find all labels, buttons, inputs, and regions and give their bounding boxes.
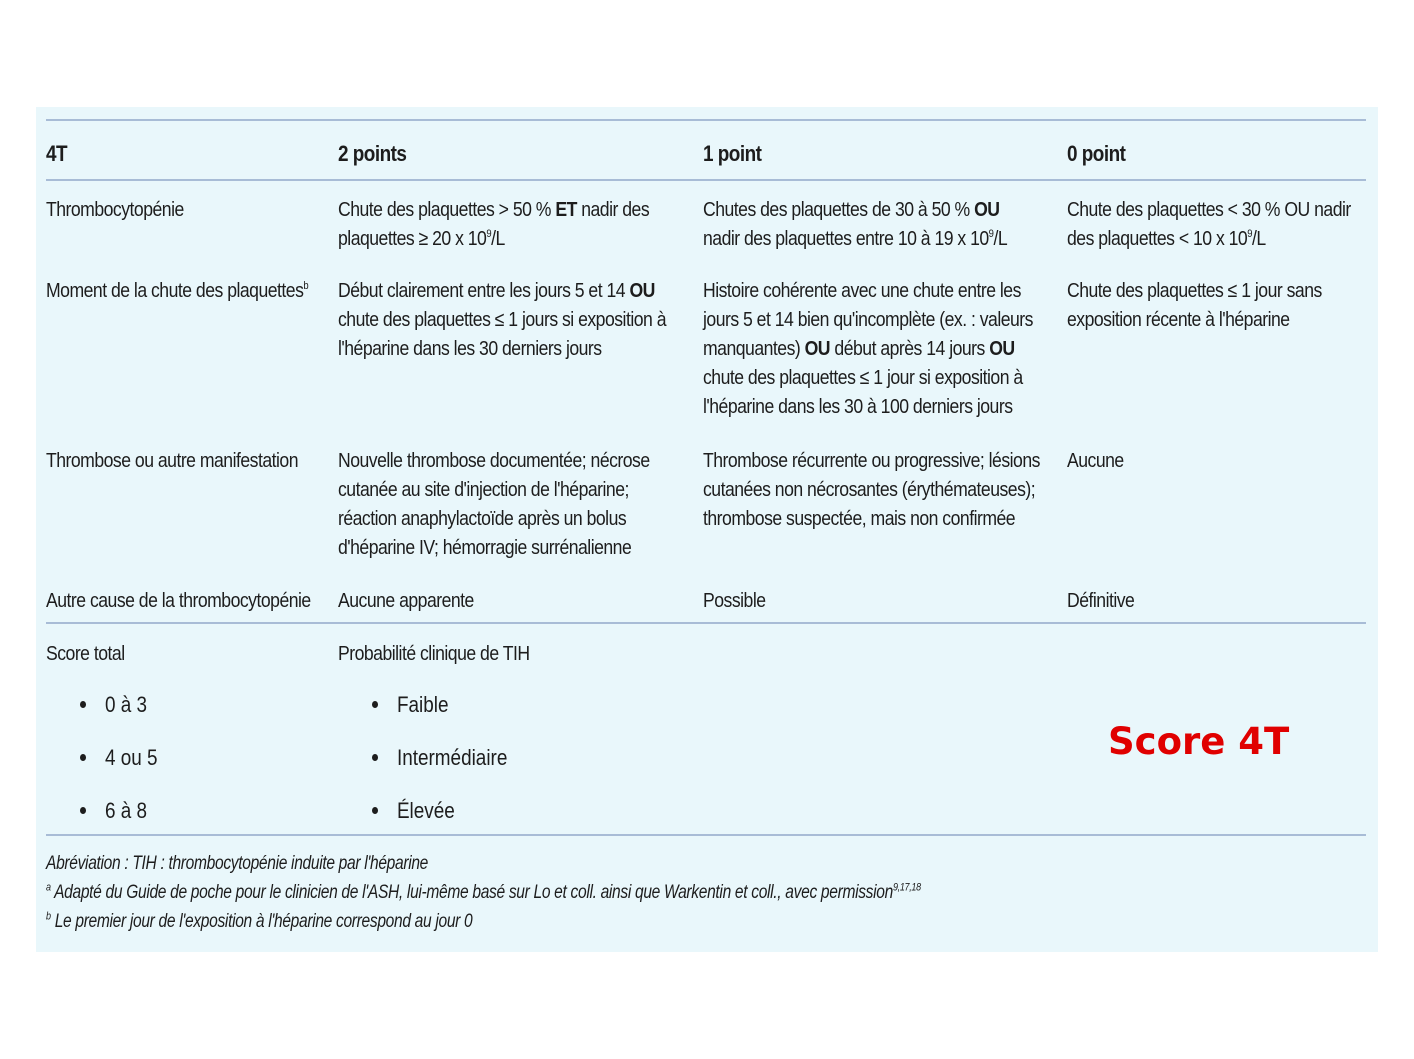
row-autre-cause-0pt: Définitive (1067, 589, 1135, 612)
score-total-title: Score total (46, 642, 125, 665)
probability-level-item: Intermédiaire (372, 745, 507, 771)
row-thrombocytopenie-2pts: Chute des plaquettes > 50 % ET nadir des plaquettes ≥ 20 x $10^9/L$ (338, 198, 650, 250)
row-moment-0pt: Chute des plaquettes ≤ 1 jour sans exposition récente à l'héparine (1067, 279, 1322, 331)
bullet-icon (372, 754, 378, 761)
top-rule (46, 119, 1366, 121)
header-1-point: 1 point (703, 141, 762, 166)
bullet-icon (372, 701, 378, 708)
score-4t-title: Score 4T (1108, 720, 1290, 763)
bullet-icon (372, 807, 378, 814)
row-thrombose-0pt: Aucune (1067, 449, 1124, 472)
probability-title: Probabilité clinique de TIH (338, 642, 530, 665)
footnote-a: $^a$ Adapté du Guide de poche pour le clinicien de l'ASH, lui-même basé sur Lo et coll. ainsi que Warkentin et coll., avec permission$^{9,17,18}$ (46, 881, 921, 903)
row-moment-label: Moment de la chute des plaquettes$^b$ (46, 279, 309, 302)
header-2-points: 2 points (338, 141, 407, 166)
footnote-abbreviation: Abréviation : TIH : thrombocytopénie induite par l'héparine (46, 853, 429, 874)
row-thrombose-label: Thrombose ou autre manifestation (46, 449, 299, 472)
score-4t-table-panel (36, 107, 1378, 952)
bullet-icon (80, 701, 86, 708)
footnote-b: $^b$ Le premier jour de l'exposition à l'héparine correspond au jour 0 (46, 910, 473, 932)
score-range-item: 4 ou 5 (80, 745, 158, 771)
probability-level-item: Faible (372, 692, 448, 718)
score-rule (46, 622, 1366, 624)
row-thrombocytopenie-label: Thrombocytopénie (46, 198, 184, 221)
row-moment-1pt: Histoire cohérente avec une chute entre les jours 5 et 14 bien qu'incomplète (ex. : valeurs manquantes) OU début après 14 jours OU chute des plaquettes ≤ 1 jour si exposition à l'héparine dans les 30 à 100 derniers jours (703, 279, 1033, 418)
row-thrombocytopenie-1pt: Chutes des plaquettes de 30 à 50 % OU nadir des plaquettes entre 10 à 19 x $10^9/L$ (703, 198, 1008, 250)
header-0-point: 0 point (1067, 141, 1126, 166)
bullet-icon (80, 807, 86, 814)
row-autre-cause-2pts: Aucune apparente (338, 589, 474, 612)
bullet-icon (80, 754, 86, 761)
score-range-item: 6 à 8 (80, 798, 147, 824)
row-thrombocytopenie-0pt: Chute des plaquettes < 30 % OU nadir des plaquettes < 10 x $10^9/L$ (1067, 198, 1351, 250)
row-autre-cause-label: Autre cause de la thrombocytopénie (46, 589, 311, 612)
row-moment-2pts: Début clairement entre les jours 5 et 14 OU chute des plaquettes ≤ 1 jours si exposition à l'héparine dans les 30 derniers jours (338, 279, 666, 360)
row-thrombose-1pt: Thrombose récurrente ou progressive; lésions cutanées non nécrosantes (érythémateuses); thrombose suspectée, mais non confirmée (703, 449, 1040, 530)
footnote-rule (46, 834, 1366, 836)
row-autre-cause-1pt: Possible (703, 589, 766, 612)
header-4t: 4T (46, 141, 68, 166)
header-rule (46, 179, 1366, 181)
row-thrombose-2pts: Nouvelle thrombose documentée; nécrose cutanée au site d'injection de l'héparine; réaction anaphylactoïde après un bolus d'héparine IV; hémorragie surrénalienne (338, 449, 650, 559)
probability-level-item: Élevée (372, 798, 455, 824)
score-range-item: 0 à 3 (80, 692, 147, 718)
